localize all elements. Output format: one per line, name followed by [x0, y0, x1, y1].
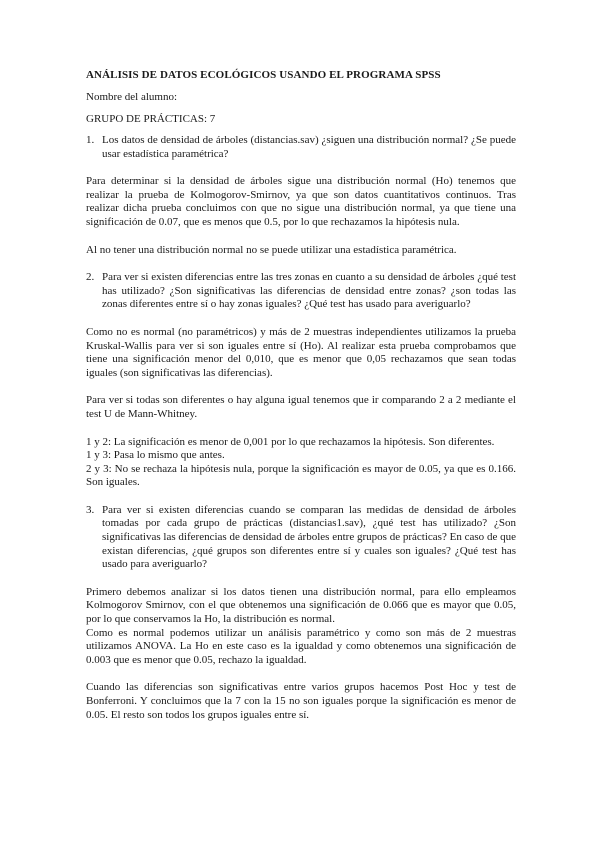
- question-1-text: Los datos de densidad de árboles (distancias.sav) ¿siguen una distribución normal? ¿Se puede usar estadística paramétrica?: [102, 134, 516, 160]
- student-name-label: Nombre del alumno:: [86, 91, 178, 103]
- answer-2-comparison-2-3: 2 y 3: No se rechaza la hipótesis nula, porque la significación es mayor de 0.05, ya que es 0.166. Son iguales.: [86, 462, 516, 489]
- question-1: [86, 134, 516, 161]
- document-title: ANÁLISIS DE DATOS ECOLÓGICOS USANDO EL PROGRAMA SPSS: [86, 69, 441, 81]
- answer-1-paragraph-1: Para determinar si la densidad de árboles sigue una distribución normal (Ho) tenemos que realizar la prueba de Kolmogorov-Smirnov, ya que son datos cuantitativos continuos. Tras realizar dicha prueba concluimos con que no sigue una distribución normal, ya que tiene una significación de 0.07, que es menos que 0.5, por lo que rechazamos la hipótesis nula.: [86, 175, 516, 228]
- answer-2-paragraph-1: Como no es normal (no paramétricos) y más de 2 muestras independientes utilizamos la prueba Kruskal-Wallis para ver si son iguales entre sí (Ho). Al realizar esta prueba comprobamos que tiene una significación menor del 0,010, que es menor que 0,05 rechazamos que sean todas iguales (son significativas las diferencias).: [86, 325, 516, 379]
- answer-2-comparison-1-3: 1 y 3: Pasa lo mismo que antes.: [86, 449, 225, 462]
- answer-3-paragraph-1: Primero debemos analizar si los datos tienen una distribución normal, para ello empleamos Kolmogorov Smirnov, con el que obtenemos una significación de 0.066 que es mayor que 0.05, por lo que conservamos la Ho, la distribución es normal.: [86, 585, 516, 626]
- question-3: [86, 504, 516, 572]
- question-2-number: 2.: [86, 271, 95, 284]
- question-3-text: Para ver si existen diferencias cuando se comparan las medidas de densidad de árboles tomadas por cada grupo de prácticas (distancias1.sav), ¿qué test has utilizado? ¿Son significativas las diferencias de densidad de árboles entre grupos de prácticas? En caso de que existan diferencias, ¿qué grupos son diferentes entre sí y cuales son iguales? ¿Qué test has usado para averiguarlo?: [102, 503, 516, 571]
- question-2: [86, 271, 516, 312]
- answer-3-paragraph-3: Cuando las diferencias son significativas entre varios grupos hacemos Post Hoc y test de Bonferroni. Y concluimos que la 7 con la 15 no son iguales porque la significación es menor de 0.05. El resto son todos los grupos iguales entre sí.: [86, 681, 516, 721]
- answer-2-paragraph-2: Para ver si todas son diferentes o hay alguna igual tenemos que ir comparando 2 a 2 mediante el test U de Mann-Whitney.: [86, 394, 516, 420]
- practice-group-label: GRUPO DE PRÁCTICAS: 7: [86, 113, 216, 125]
- answer-2-comparison-1-2: 1 y 2: La significación es menor de 0,001 por lo que rechazamos la hipótesis. Son diferentes.: [86, 435, 495, 448]
- document-page: [86, 68, 516, 722]
- answer-3-paragraph-2: Como es normal podemos utilizar un análisis paramétrico y como son más de 2 muestras utilizamos ANOVA. La Ho en este caso es la igualdad y como obtenemos una significación de 0.003 que es menor que 0.05, rechazo la igualdad.: [86, 626, 516, 666]
- question-2-text: Para ver si existen diferencias entre las tres zonas en cuanto a su densidad de árboles ¿qué test has utilizado? ¿Son significativas las diferencias de densidad entre zonas? ¿son todas las zonas diferentes entre sí o hay zonas iguales? ¿Qué test has usado para averiguarlo?: [102, 271, 516, 311]
- question-3-number: 3.: [86, 503, 95, 516]
- answer-1-paragraph-2: Al no tener una distribución normal no se puede utilizar una estadística paramétrica.: [86, 243, 457, 256]
- question-1-number: 1.: [86, 134, 95, 146]
